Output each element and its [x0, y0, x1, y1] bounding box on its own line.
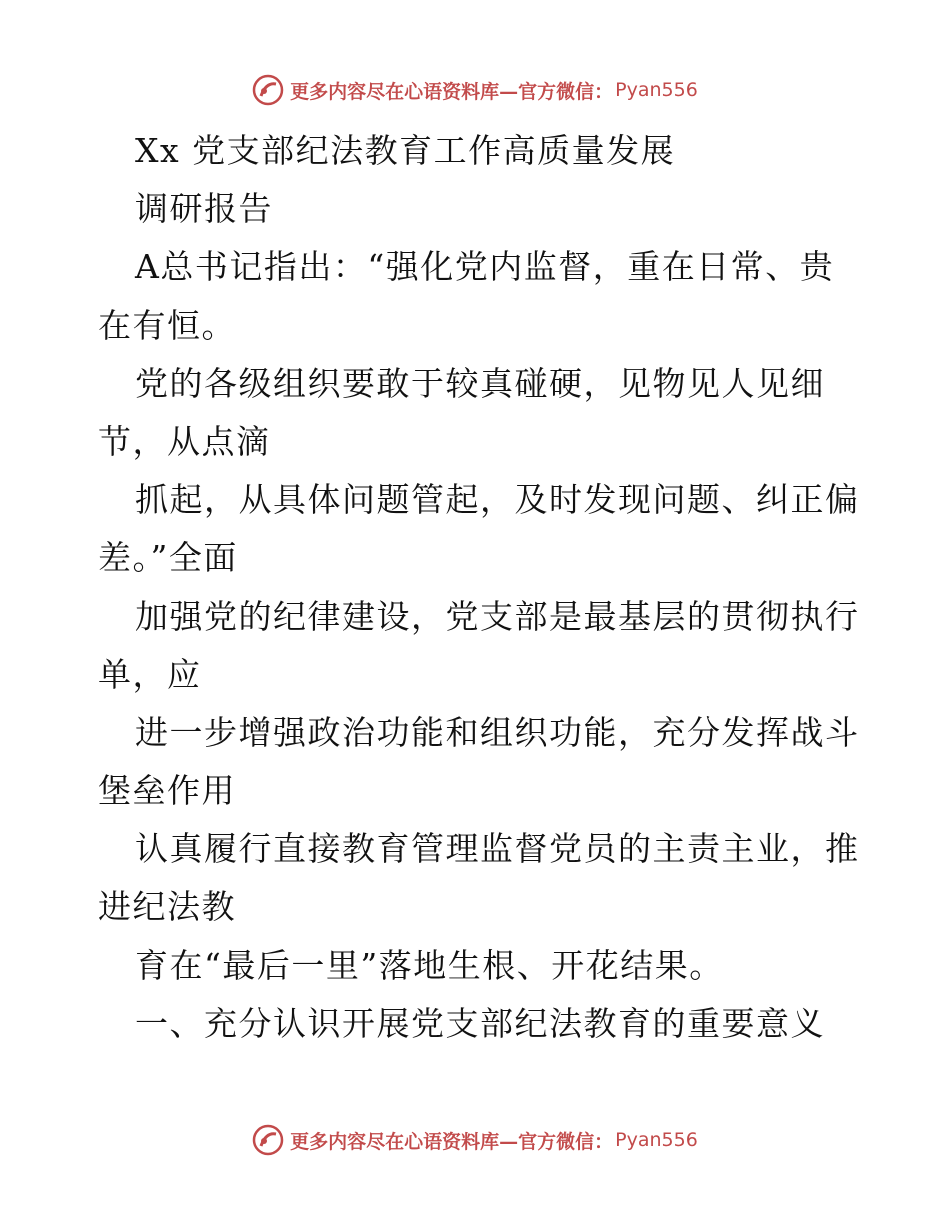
text-line: 抓起，从具体问题管起，及时发现问题、纠正偏: [135, 480, 860, 520]
text-line: 认真履行直接教育管理监督党员的主责主业，推: [135, 829, 860, 869]
logo-icon: [252, 1124, 284, 1156]
text-line: 一、充分认识开展党支部纪法教育的重要意义: [135, 1003, 825, 1043]
header-banner: [0, 70, 950, 110]
text-line: 调研报告: [135, 189, 273, 229]
footer-banner: [0, 1120, 950, 1160]
text-line: 差。”全面: [98, 538, 238, 578]
text-line: Xx 党支部纪法教育工作高质量发展: [135, 131, 676, 170]
text-line: 加强党的纪律建设，党支部是最基层的贯彻执行: [135, 596, 860, 636]
footer-wechat-id: Pyan556: [615, 1129, 698, 1151]
text-line: 在有恒。: [98, 305, 236, 345]
text-line: A总书记指出：“强化党内监督，重在日常、贵: [135, 247, 835, 287]
document-body: [98, 122, 868, 1053]
logo-icon: [252, 74, 284, 106]
text-line: 进纪法教: [98, 887, 236, 927]
text-line: 节，从点滴: [98, 421, 271, 461]
text-line: 进一步增强政治功能和组织功能，充分发挥战斗: [135, 712, 860, 752]
text-line: 堡垒作用: [98, 771, 236, 811]
footer-banner-text: 更多内容尽在心语资料库—官方微信：: [290, 1130, 614, 1153]
text-line: 育在“最后一里”落地生根、开花结果。: [135, 945, 724, 985]
text-line: 单，应: [98, 654, 202, 694]
header-banner-text: 更多内容尽在心语资料库—官方微信：: [290, 80, 614, 103]
text-line: 党的各级组织要敢于较真碰硬，见物见人见细: [135, 363, 825, 403]
header-wechat-id: Pyan556: [615, 79, 698, 101]
